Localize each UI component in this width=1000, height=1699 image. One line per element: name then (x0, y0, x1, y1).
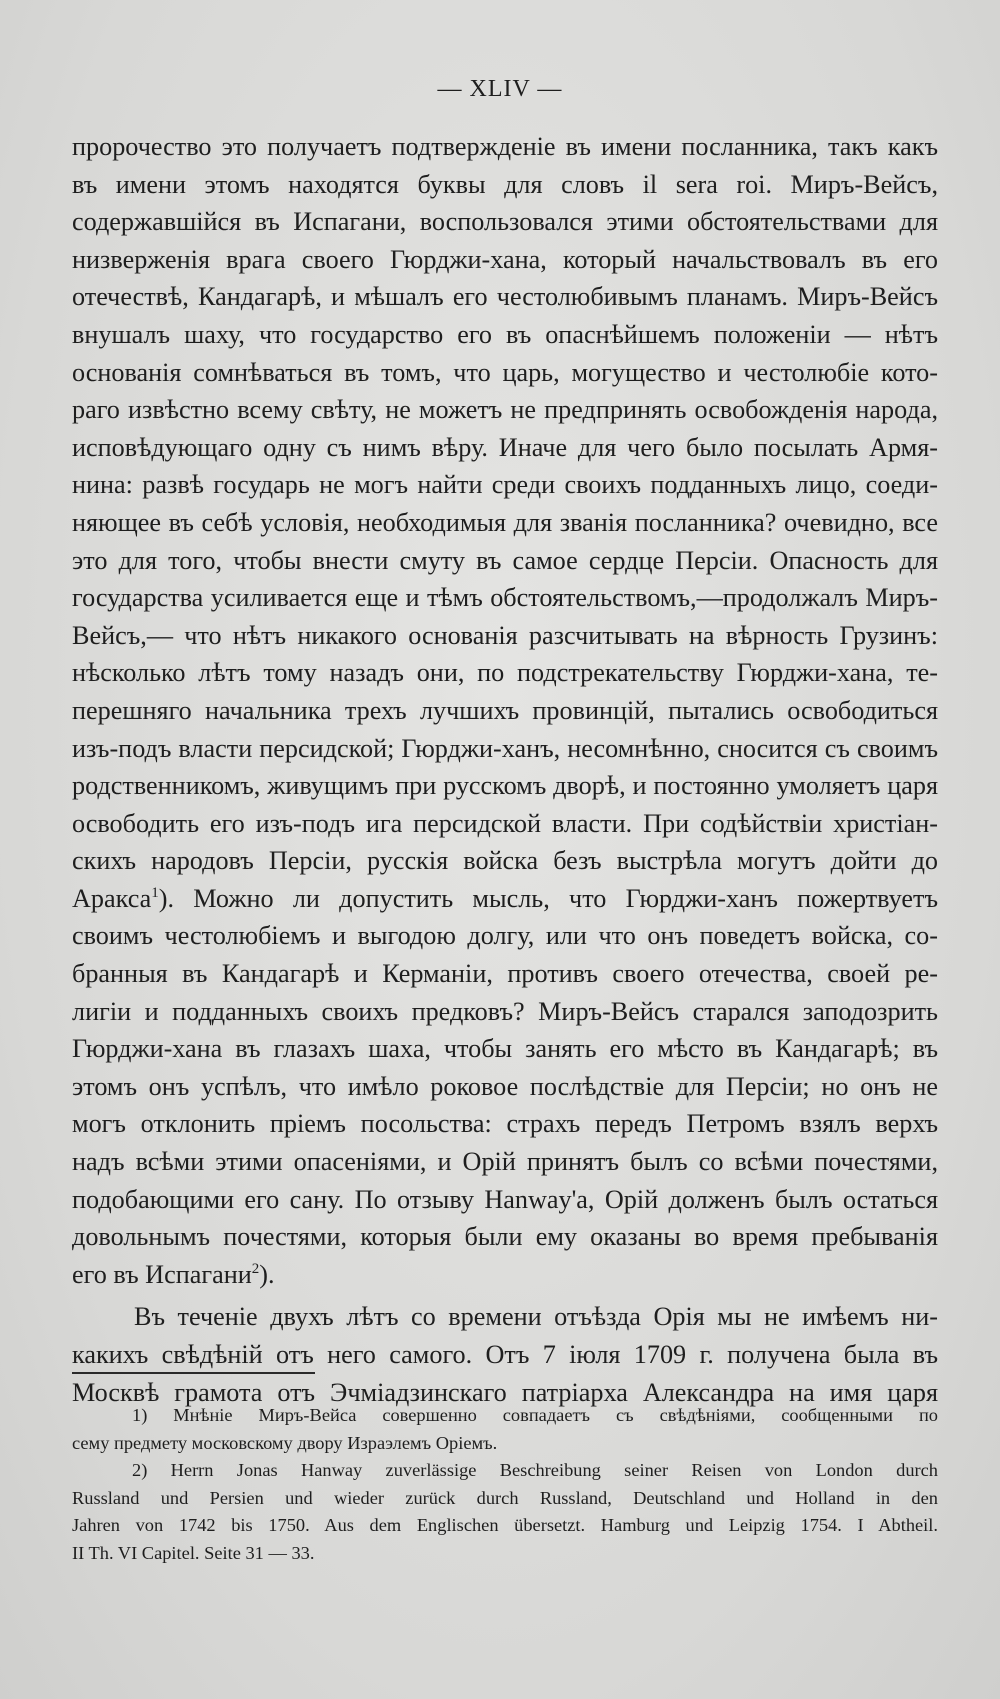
text-line: Гюрджи-хана въ глазахъ шаха, чтобы занять его мѣсто въ Кандагарѣ; въ (72, 1034, 938, 1064)
footnote-1-cont: сему предмету московскому двору Израэлемъ Оріемъ. (72, 1432, 498, 1453)
text-line: своимъ честолюбіемъ и выгодою долгу, или что онъ поведетъ войска, со- (72, 921, 938, 951)
text-line: скихъ народовъ Персіи, русскія войска безъ выстрѣла могутъ дойти до (72, 846, 938, 876)
text-line: этомъ онъ успѣлъ, что имѣло роковое послѣдствіе для Персіи; но онъ не (72, 1071, 938, 1101)
text-line: могъ отклонить пріемъ посольства: страхъ передъ Петромъ взялъ верхъ (72, 1109, 938, 1139)
text-line: изъ-подъ власти персидской; Гюрджи-ханъ, несомнѣнно, сносится съ своимъ (72, 733, 938, 763)
text-line: внушалъ шаху, что государство его въ опаснѣйшемъ положеніи — нѣтъ (72, 319, 938, 349)
main-text (72, 128, 938, 1411)
text-line: родственникомъ, живущимъ при русскомъ дворѣ, и постоянно умоляетъ царя (72, 771, 938, 801)
text-line (72, 880, 938, 918)
text-line: надъ всѣми этими опасеніями, и Орій принятъ былъ со всѣми почестями, (72, 1147, 938, 1177)
footnote-divider (72, 1372, 315, 1374)
text-line: нина: развѣ государь не могъ найти среди своихъ подданныхъ лицо, соеди- (72, 470, 938, 500)
text-line (72, 1256, 938, 1294)
text-line: исповѣдующаго одну съ нимъ вѣру. Иначе для чего было посылать Армя- (72, 432, 938, 462)
text-line: довольнымъ почестями, которыя были ему оказаны во время пребыванія (72, 1222, 938, 1252)
footnote-ref-1[interactable]: 1 (151, 884, 159, 901)
text-fragment: ). Можно ли допустить мысль, что Гюрджи-ханъ пожертвуетъ (158, 883, 938, 913)
text-line: перешняго начальника трехъ лучшихъ провинцій, пытались освободиться (72, 695, 938, 725)
text-line: освободить его изъ-подъ ига персидской власти. При содѣйствіи христіан- (72, 808, 938, 838)
text-line: какихъ свѣдѣній отъ него самого. Отъ 7 іюля 1709 г. получена была въ (72, 1340, 938, 1369)
text-fragment: Аракса (72, 883, 152, 913)
text-line: Москвѣ грамота отъ Эчміадзинскаго патріарха Александра на имя царя (72, 1377, 938, 1407)
text-line: государства усиливается еще и тѣмъ обстоятельствомъ,—продолжалъ Миръ- (72, 583, 938, 613)
text-line: лигіи и подданныхъ своихъ предковъ? Миръ-Вейсъ старался заподозрить (72, 996, 938, 1026)
text-line: подобающими его сану. По отзыву Hanway'а, Орій долженъ былъ остаться (72, 1184, 938, 1214)
text-line: это для того, чтобы внести смуту въ самое сердце Персіи. Опасность для (72, 545, 938, 575)
text-line: отечествѣ, Кандагарѣ, и мѣшалъ его честолюбивымъ планамъ. Миръ-Вейсъ (72, 282, 938, 312)
footnote-2-cont: II Th. VI Capitel. Seite 31 — 33. (72, 1542, 315, 1563)
footnote-ref-2[interactable]: 2 (251, 1260, 260, 1277)
text-line: Въ теченіе двухъ лѣтъ со времени отъѣзда Орія мы не имѣемъ ни- (134, 1302, 938, 1332)
page-number-header: — XLIV — (437, 76, 563, 102)
text-line: бранныя въ Кандагарѣ и Керманіи, противъ своего отечества, своей ре- (72, 959, 938, 989)
footnote-2: 2) Herrn Jonas Hanway zuverlässige Beschreibung seiner Reisen von London durch (132, 1460, 938, 1480)
footnote-2-cont: Jahren von 1742 bis 1750. Aus dem Englischen übersetzt. Hamburg und Leipzig 1754. I Abtheil. (72, 1515, 938, 1535)
text-line: Вейсъ,— что нѣтъ никакого основанія разсчитывать на вѣрность Грузинъ: (72, 620, 938, 650)
text-line: въ имени этомъ находятся буквы для словъ il sera roi. Миръ-Вейсъ, (72, 169, 938, 199)
text-line: няющее въ себѣ условія, необходимыя для званія посланника? очевидно, все (72, 507, 938, 537)
footnote-1: 1) Мнѣніе Миръ-Вейса совершенно совпадаетъ съ свѣдѣніями, сообщенными по (132, 1405, 938, 1425)
text-line: низверженія врага своего Гюрджи-хана, который начальствовалъ въ его (72, 244, 938, 274)
text-line: пророчество это получаетъ подтвержденіе въ имени посланника, такъ какъ (72, 132, 938, 161)
text-line: содержавшійся въ Испагани, воспользовался этими обстоятельствами для (72, 207, 938, 237)
text-fragment: ). (259, 1259, 275, 1289)
text-line: основанія сомнѣваться въ томъ, что царь, могущество и честолюбіе кото- (72, 357, 938, 387)
text-line: нѣсколько лѣтъ тому назадъ они, по подстрекательству Гюрджи-хана, те- (72, 658, 938, 688)
footnotes (72, 1402, 938, 1567)
text-line: раго извѣстно всему свѣту, не можетъ не предпринять освобожденія народа, (72, 395, 938, 425)
footnote-2-cont: Russland und Persien und wieder zurück durch Russland, Deutschland und Holland in den (72, 1487, 938, 1508)
text-fragment: его въ Испагани (72, 1259, 252, 1289)
